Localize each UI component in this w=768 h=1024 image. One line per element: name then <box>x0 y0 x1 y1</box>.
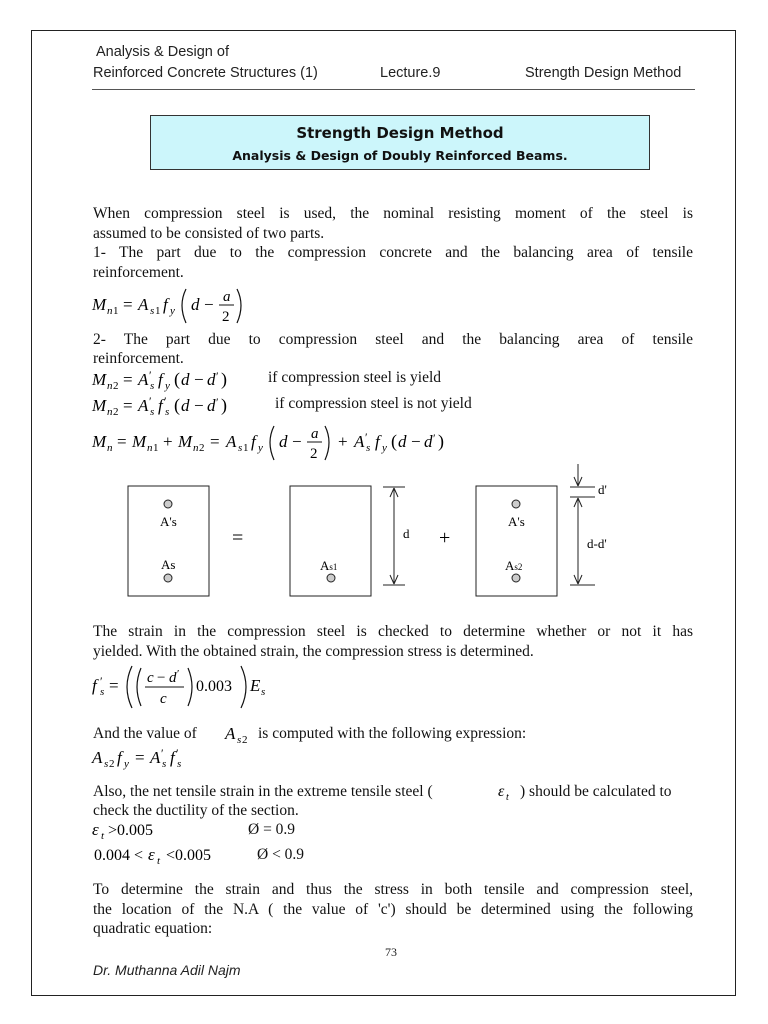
net-strain-line1-prefix: Also, the net tensile strain in the extreme tensile steel ( <box>93 783 433 800</box>
svg-text:A: A <box>354 432 365 451</box>
svg-text:s: s <box>150 406 155 418</box>
svg-text:A: A <box>225 724 236 743</box>
svg-text:s: s <box>100 686 105 698</box>
svg-text:A: A <box>138 396 149 415</box>
net-strain-line2: check the ductility of the section. <box>93 802 299 819</box>
svg-text:+: + <box>163 432 173 451</box>
plus-sign: + <box>439 527 451 549</box>
tension-steel-bar-as2 <box>512 574 520 582</box>
svg-text:y: y <box>258 442 263 454</box>
equals-sign: = <box>232 527 244 549</box>
svg-text:A: A <box>92 748 103 767</box>
svg-text:s: s <box>261 686 266 698</box>
page-number: 73 <box>385 945 397 959</box>
condition-yield: if compression steel is yield <box>268 369 442 386</box>
svg-text:A: A <box>138 295 149 314</box>
svg-text:M: M <box>92 370 107 389</box>
fs-strain-constant: 0.003 <box>196 678 232 695</box>
svg-text:A: A <box>138 370 149 389</box>
na-line1: To determine the strain and thus the stress in both tensile and compression steel, <box>93 881 693 898</box>
header-lecture: Lecture.9 <box>380 65 441 81</box>
svg-text:2: 2 <box>222 309 230 325</box>
svg-text:=: = <box>123 370 133 389</box>
svg-text:M: M <box>132 432 147 451</box>
phi-condition-1: Ø = 0.9 <box>248 821 296 838</box>
title: Strength Design Method <box>296 124 504 142</box>
dimension-d: d <box>403 526 410 541</box>
svg-text:s: s <box>104 758 109 770</box>
svg-text:−: − <box>204 295 214 314</box>
epsilon-condition-1 <box>90 818 210 842</box>
label-as2: As2 <box>505 558 523 573</box>
part1-line2: reinforcement. <box>93 264 184 281</box>
header-course-line1: Analysis & Design of <box>96 44 229 60</box>
equation-mn-total <box>90 420 470 466</box>
svg-text:E: E <box>250 676 261 695</box>
equation-mn2-not-yield <box>90 392 265 418</box>
svg-text:s: s <box>150 305 155 317</box>
svg-text:′: ′ <box>149 394 152 408</box>
part1-line1: 1- The part due to the compression concrete and the balancing area of tensile <box>93 244 693 261</box>
svg-text:M: M <box>92 432 107 451</box>
compression-steel-bar <box>164 500 172 508</box>
svg-text:c: c <box>147 670 154 686</box>
svg-text:2: 2 <box>310 446 318 462</box>
svg-text:d: d <box>181 396 190 415</box>
svg-text:(: ( <box>174 395 180 415</box>
svg-text:d: d <box>169 670 177 686</box>
tension-steel-bar-as1 <box>327 574 335 582</box>
svg-text:=: = <box>135 748 145 767</box>
svg-text:′: ′ <box>100 674 103 688</box>
svg-text:A: A <box>150 748 161 767</box>
svg-text:f: f <box>163 295 168 314</box>
svg-text:1: 1 <box>155 305 161 317</box>
svg-text:f: f <box>92 676 97 695</box>
svg-text:−: − <box>292 432 302 451</box>
svg-text:s: s <box>165 406 170 418</box>
svg-text:f: f <box>251 432 256 451</box>
svg-text:′: ′ <box>149 368 152 382</box>
label-as-prime-part2: A's <box>508 514 525 529</box>
equation-as2 <box>90 744 230 770</box>
svg-text:M: M <box>92 295 107 314</box>
svg-text:−: − <box>194 396 204 415</box>
svg-text:A: A <box>226 432 237 451</box>
svg-text:−: − <box>411 432 421 451</box>
dimension-d-prime: d' <box>598 482 607 497</box>
svg-text:′: ′ <box>216 395 219 409</box>
phi-condition-2: Ø < 0.9 <box>257 846 305 863</box>
part2-line1: 2- The part due to compression steel and the balancing area of tensile <box>93 331 693 348</box>
net-strain-line1-suffix: ) should be calculated to <box>520 783 672 800</box>
svg-text:+: + <box>338 432 348 451</box>
symbol-epsilon-t <box>496 780 520 802</box>
svg-text:d: d <box>191 295 200 314</box>
svg-text:s: s <box>150 380 155 392</box>
svg-text:=: = <box>210 432 220 451</box>
svg-text:d: d <box>398 432 407 451</box>
intro-line2: assumed to be consisted of two parts. <box>93 225 325 242</box>
svg-text:s: s <box>237 734 242 746</box>
svg-text:1: 1 <box>113 305 119 317</box>
svg-text:d: d <box>181 370 190 389</box>
svg-text:−: − <box>157 670 166 686</box>
svg-text:s: s <box>238 442 243 454</box>
equation-mn1 <box>90 283 270 329</box>
label-as-prime: A's <box>160 514 177 529</box>
svg-text:=: = <box>109 676 119 695</box>
svg-text:y: y <box>170 305 175 317</box>
svg-text:=: = <box>117 432 127 451</box>
svg-text:): ) <box>221 369 227 389</box>
svg-text:n: n <box>193 442 199 454</box>
na-line2: the location of the N.A ( the value of 'c') should be determined using the following <box>93 901 693 918</box>
svg-text:a: a <box>311 426 319 442</box>
svg-text:′: ′ <box>216 369 219 383</box>
intro-line1: When compression steel is used, the nominal resisting moment of the steel is <box>93 205 693 222</box>
svg-text:c: c <box>160 691 167 707</box>
as2-sentence-suffix: is computed with the following expression: <box>258 725 527 742</box>
svg-text:1: 1 <box>153 442 159 454</box>
title-box <box>150 115 650 170</box>
svg-text:s: s <box>162 758 167 770</box>
symbol-as2 <box>223 720 259 746</box>
svg-text:f: f <box>158 396 163 415</box>
svg-text:t: t <box>157 855 161 867</box>
svg-text:n: n <box>107 380 113 392</box>
header-course-line2: Reinforced Concrete Structures (1) <box>93 65 318 81</box>
svg-text:n: n <box>107 305 113 317</box>
svg-text:f: f <box>158 370 163 389</box>
svg-text:(: ( <box>391 431 397 451</box>
svg-text:=: = <box>123 295 133 314</box>
svg-text:d: d <box>207 396 216 415</box>
subtitle: Analysis & Design of Doubly Reinforced Beams. <box>232 148 568 163</box>
svg-text:d: d <box>207 370 216 389</box>
svg-text:f: f <box>117 748 122 767</box>
svg-text:): ) <box>221 395 227 415</box>
part2-line2: reinforcement. <box>93 350 184 367</box>
svg-text:n: n <box>107 442 113 454</box>
tension-steel-bar <box>164 574 172 582</box>
label-as: As <box>161 557 176 572</box>
svg-text:y: y <box>165 380 170 392</box>
equation-mn2-yield <box>90 366 265 392</box>
strain-line2: yielded. With the obtained strain, the compression stress is determined. <box>93 643 534 660</box>
beam-section-diagram <box>90 462 650 610</box>
svg-text:n: n <box>147 442 153 454</box>
epsilon-condition-1-value: >0.005 <box>108 822 154 839</box>
svg-text:1: 1 <box>243 442 249 454</box>
as2-sentence-prefix: And the value of <box>93 725 197 742</box>
compression-steel-bar-part2 <box>512 500 520 508</box>
svg-text:2: 2 <box>113 380 119 392</box>
svg-text:−: − <box>194 370 204 389</box>
svg-text:a: a <box>223 289 231 305</box>
svg-text:ε: ε <box>498 783 505 800</box>
svg-text:′: ′ <box>176 746 179 760</box>
svg-text:ε: ε <box>92 820 99 839</box>
svg-text:2: 2 <box>242 734 248 746</box>
svg-text:=: = <box>123 396 133 415</box>
svg-text:′: ′ <box>365 430 368 444</box>
epsilon-condition-2-prefix: 0.004 < <box>94 847 144 864</box>
svg-text:2: 2 <box>109 758 115 770</box>
svg-text:y: y <box>382 442 387 454</box>
condition-not-yield: if compression steel is not yield <box>275 395 472 412</box>
svg-text:′: ′ <box>177 668 180 680</box>
svg-text:n: n <box>107 406 113 418</box>
svg-text:t: t <box>101 830 105 842</box>
svg-text:y: y <box>124 758 129 770</box>
svg-text:s: s <box>366 442 371 454</box>
svg-text:d: d <box>279 432 288 451</box>
header-topic: Strength Design Method <box>525 65 682 81</box>
svg-text:′: ′ <box>164 394 167 408</box>
svg-text:′: ′ <box>161 746 164 760</box>
svg-text:(: ( <box>174 369 180 389</box>
na-line3: quadratic equation: <box>93 920 213 937</box>
svg-text:′: ′ <box>433 431 436 445</box>
svg-text:f: f <box>170 748 175 767</box>
svg-text:M: M <box>178 432 193 451</box>
footer-author: Dr. Muthanna Adil Najm <box>93 962 241 978</box>
svg-text:s: s <box>177 758 182 770</box>
strain-line1: The strain in the compression steel is checked to determine whether or not it has <box>93 623 693 640</box>
label-as1: As1 <box>320 558 338 573</box>
dimension-d-minus-d-prime: d-d' <box>587 536 607 551</box>
svg-text:M: M <box>92 396 107 415</box>
svg-text:2: 2 <box>199 442 205 454</box>
svg-text:ε: ε <box>148 845 155 864</box>
svg-text:f: f <box>375 432 380 451</box>
svg-text:2: 2 <box>113 406 119 418</box>
header-rule <box>92 89 695 90</box>
svg-text:t: t <box>506 792 509 802</box>
epsilon-condition-2 <box>90 843 240 867</box>
svg-text:d: d <box>424 432 433 451</box>
svg-text:): ) <box>438 431 444 451</box>
equation-fs-prime <box>90 662 310 712</box>
epsilon-condition-2-suffix: <0.005 <box>166 847 212 864</box>
